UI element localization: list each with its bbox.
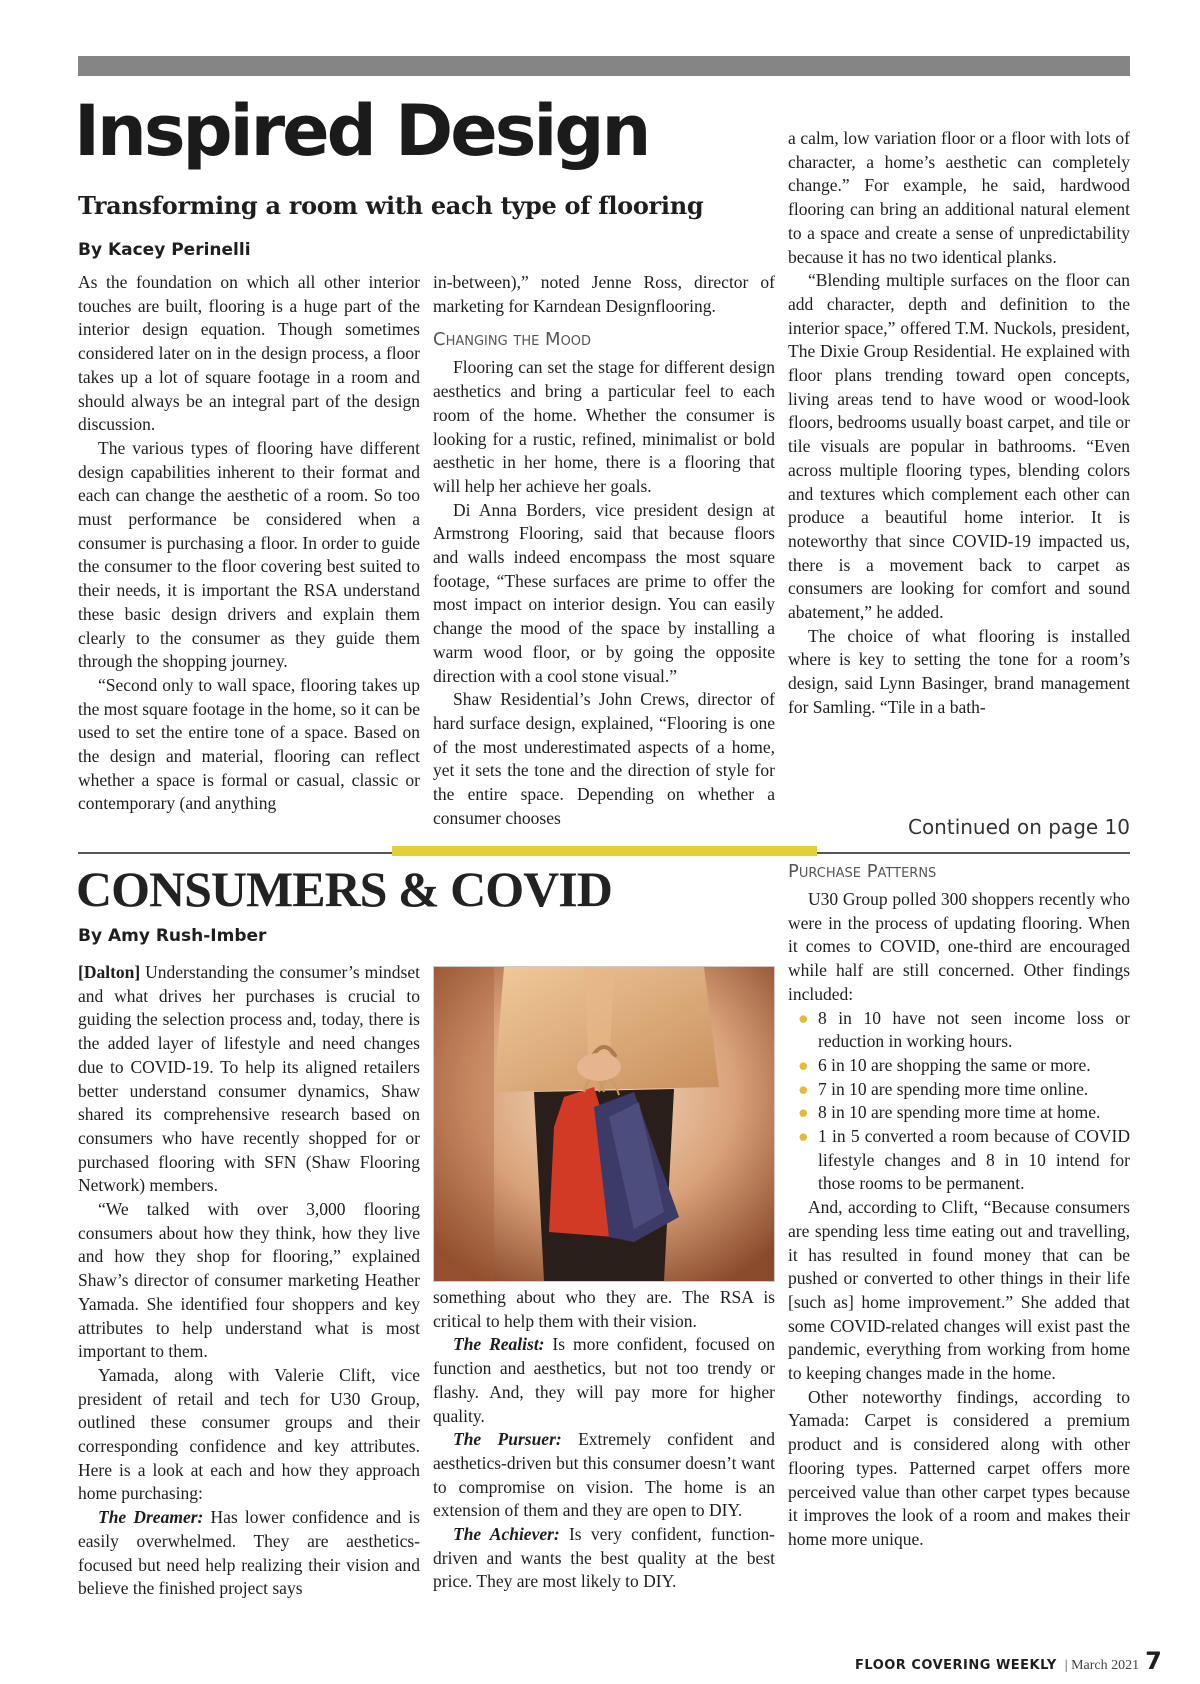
- persona-label: The Pursuer:: [453, 1429, 562, 1450]
- paragraph: The Realist: Is more confident, focused on function and aesthetics, but not too trendy or flashy. And, they will pay more for higher quality.: [433, 1334, 775, 1426]
- paragraph: Flooring can set the stage for different design aesthetics and bring a particular feel to each room of the home. Whether the consumer is looking for a rustic, refined, minimalist or bold aesthetic in her home, there is a flooring that will help her achieve her goals.: [433, 357, 775, 496]
- list-item: ● 1 in 5 converted a room because of COVID lifestyle changes and 8 in 10 intend for those rooms to be permanent.: [798, 1126, 1130, 1194]
- findings-list: [788, 1007, 1130, 1197]
- list-item: ● 7 in 10 are spending more time online.: [788, 1078, 1130, 1102]
- paragraph: [Dalton] Understanding the consumer’s mindset and what drives her purchases is crucial to guiding the selection process and, today, there is the added layer of lifestyle and need changes due to COVID-19. To help its aligned retailers better understand consumer dynamics, Shaw shared its comprehensive research based on consumers who have recently shopped for or purchased flooring with SFN (Shaw Flooring Network) members.: [78, 962, 420, 1196]
- accent-bar: [392, 846, 817, 856]
- shopping-bags-photo: [433, 966, 775, 1282]
- paragraph: in-between),” noted Jenne Ross, director of marketing for Karndean Designflooring.: [433, 272, 775, 316]
- section-subhead: Purchase Patterns: [788, 861, 937, 882]
- paragraph: The choice of what flooring is installed where is key to setting the tone for a room’s design, said Lynn Basinger, brand management for Samling. “Tile in a bath-: [788, 625, 1130, 717]
- paragraph: The various types of flooring have different design capabilities inherent to their format and each can change the aesthetic of a room. So too must performance be considered when a consumer is purchasing a floor. In order to guide the consumer to the floor covering best suited to their needs, it is important the RSA understand these basic design drivers and explain them clearly to the consumer as they guide them through the shopping journey.: [78, 437, 420, 672]
- dateline: [Dalton]: [78, 962, 141, 982]
- article2-column-3: [788, 860, 1130, 1552]
- publication-name: FLOOR COVERING WEEKLY: [855, 1658, 1057, 1673]
- bullet-icon: ●: [798, 1126, 809, 1147]
- persona-label: The Achiever:: [453, 1524, 560, 1545]
- bullet-icon: ●: [798, 1102, 809, 1123]
- article2-column-1: [78, 961, 420, 1601]
- persona-label: The Dreamer:: [98, 1507, 204, 1528]
- continued-notice: Continued on page 10: [907, 815, 1130, 839]
- paragraph: “Second only to wall space, flooring takes up the most square footage in the home, so it can be used to set the entire tone of a space. Based on the design and material, flooring can reflect whether a space is formal or casual, classic or contemporary (and anything: [78, 674, 420, 814]
- article2-column-2: [433, 1286, 775, 1594]
- issue-date: | March 2021: [1064, 1658, 1140, 1673]
- paragraph: Other noteworthy findings, according to Yamada: Carpet is considered a premium product and is considered along with other flooring types. Patterned carpet offers more perceived value than other carpet types because it improves the look of a room and makes their home more unique.: [788, 1386, 1130, 1549]
- paragraph: Shaw Residential’s John Crews, director of hard surface design, explained, “Flooring is one of the most underestimated aspects of a home, yet it sets the tone and the direction of style for the entire space. Depending on whether a consumer chooses: [433, 689, 775, 828]
- persona-label: The Realist:: [453, 1334, 545, 1355]
- paragraph: Di Anna Borders, vice president design at Armstrong Flooring, said that because floors and walls indeed encompass the most square footage, “These surfaces are prime to offer the most impact on interior design. You can easily change the mood of the space by installing a warm wood floor, or by going the opposite direction with a cool stone visual.”: [433, 499, 775, 686]
- page-number: 7: [1145, 1647, 1162, 1675]
- paragraph: The Achiever: Is very confident, function-driven and wants the best quality at the best price. They are most likely to DIY.: [433, 1524, 776, 1592]
- article1-column-2: [433, 271, 775, 830]
- article2-title: CONSUMERS & COVID: [76, 861, 612, 917]
- paragraph: “Blending multiple surfaces on the floor can add character, depth and definition to the interior space,” offered T.M. Nuckols, president, The Dixie Group Residential. He explained with floor plans trending toward open concepts, living areas tend to have wood or wood-look floors, bedrooms usually boast carpet, and tile or tile visuals are popular in bathrooms. “Even across multiple flooring types, blending colors and textures which complement each other can produce a beautiful home interior. It is noteworthy that since COVID-19 impacted us, there is a movement back to carpet as consumers are looking for comfort and sound abatement,” he added.: [788, 270, 1130, 623]
- paragraph: “We talked with over 3,000 flooring consumers about how they think, how they live and how they shop for flooring,” explained Shaw’s director of consumer marketing Heather Yamada. She identified four shoppers and key attributes to help understand what is most important to them.: [78, 1199, 420, 1362]
- paragraph: The Dreamer: Has lower confidence and is easily overwhelmed. They are aesthetics-focused but need help realizing their vision and believe the finished project says: [78, 1507, 420, 1599]
- bullet-icon: ●: [798, 1054, 809, 1075]
- article1-column-1: [78, 271, 420, 816]
- paragraph: a calm, low variation floor or a floor with lots of character, a home’s aesthetic can completely change.” For example, he said, hardwood flooring can bring an additional natural element to a space and create a sense of unpredictability because it has no two identical planks.: [788, 128, 1130, 267]
- list-item: ● 8 in 10 have not seen income loss or reduction in working hours.: [798, 1007, 1130, 1052]
- article2-byline: By Amy Rush-Imber: [78, 926, 267, 946]
- section-subhead: Changing the Mood: [433, 329, 592, 351]
- article-byline: By Kacey Perinelli: [78, 240, 251, 260]
- paragraph: And, according to Clift, “Because consumers are spending less time eating out and travelling, it has resulted in found money that can be pushed or converted to other things in their life [such as] home improvement.” She added that some COVID-related changes will exist past the pandemic, everything from working from home to keeping changes made in the home.: [788, 1197, 1130, 1384]
- paragraph: Yamada, along with Valerie Clift, vice president of retail and tech for U30 Group, outlined these consumer groups and their corresponding confidence and key attributes. Here is a look at each and how they approach home purchasing:: [78, 1364, 420, 1504]
- bullet-icon: ●: [798, 1078, 809, 1099]
- paragraph: something about who they are. The RSA is critical to help them with their vision.: [433, 1287, 775, 1331]
- article-title: Inspired Design: [74, 90, 649, 172]
- bullet-icon: ●: [798, 1007, 809, 1028]
- page-footer: [855, 1647, 1162, 1675]
- list-item: ● 6 in 10 are shopping the same or more.: [788, 1054, 1130, 1078]
- article-subtitle: Transforming a room with each type of flooring: [78, 191, 704, 220]
- paragraph: The Pursuer: Extremely confident and aesthetics-driven but this consumer doesn’t want to compromise on vision. The home is an extension of them and they are open to DIY.: [433, 1429, 775, 1521]
- article1-column-3: [788, 127, 1130, 720]
- paragraph: U30 Group polled 300 shoppers recently who were in the process of updating flooring. When it comes to COVID, one-third are encouraged while half are still concerned. Other findings included:: [788, 889, 1130, 1004]
- top-rule-bar: [78, 56, 1130, 76]
- list-item: ● 8 in 10 are spending more time at home.: [788, 1101, 1130, 1125]
- paragraph: As the foundation on which all other interior touches are built, flooring is a huge part of the interior design equation. Though sometimes considered later on in the design process, a floor takes up a lot of square footage in a room and should always be an integral part of the design discussion.: [78, 272, 420, 435]
